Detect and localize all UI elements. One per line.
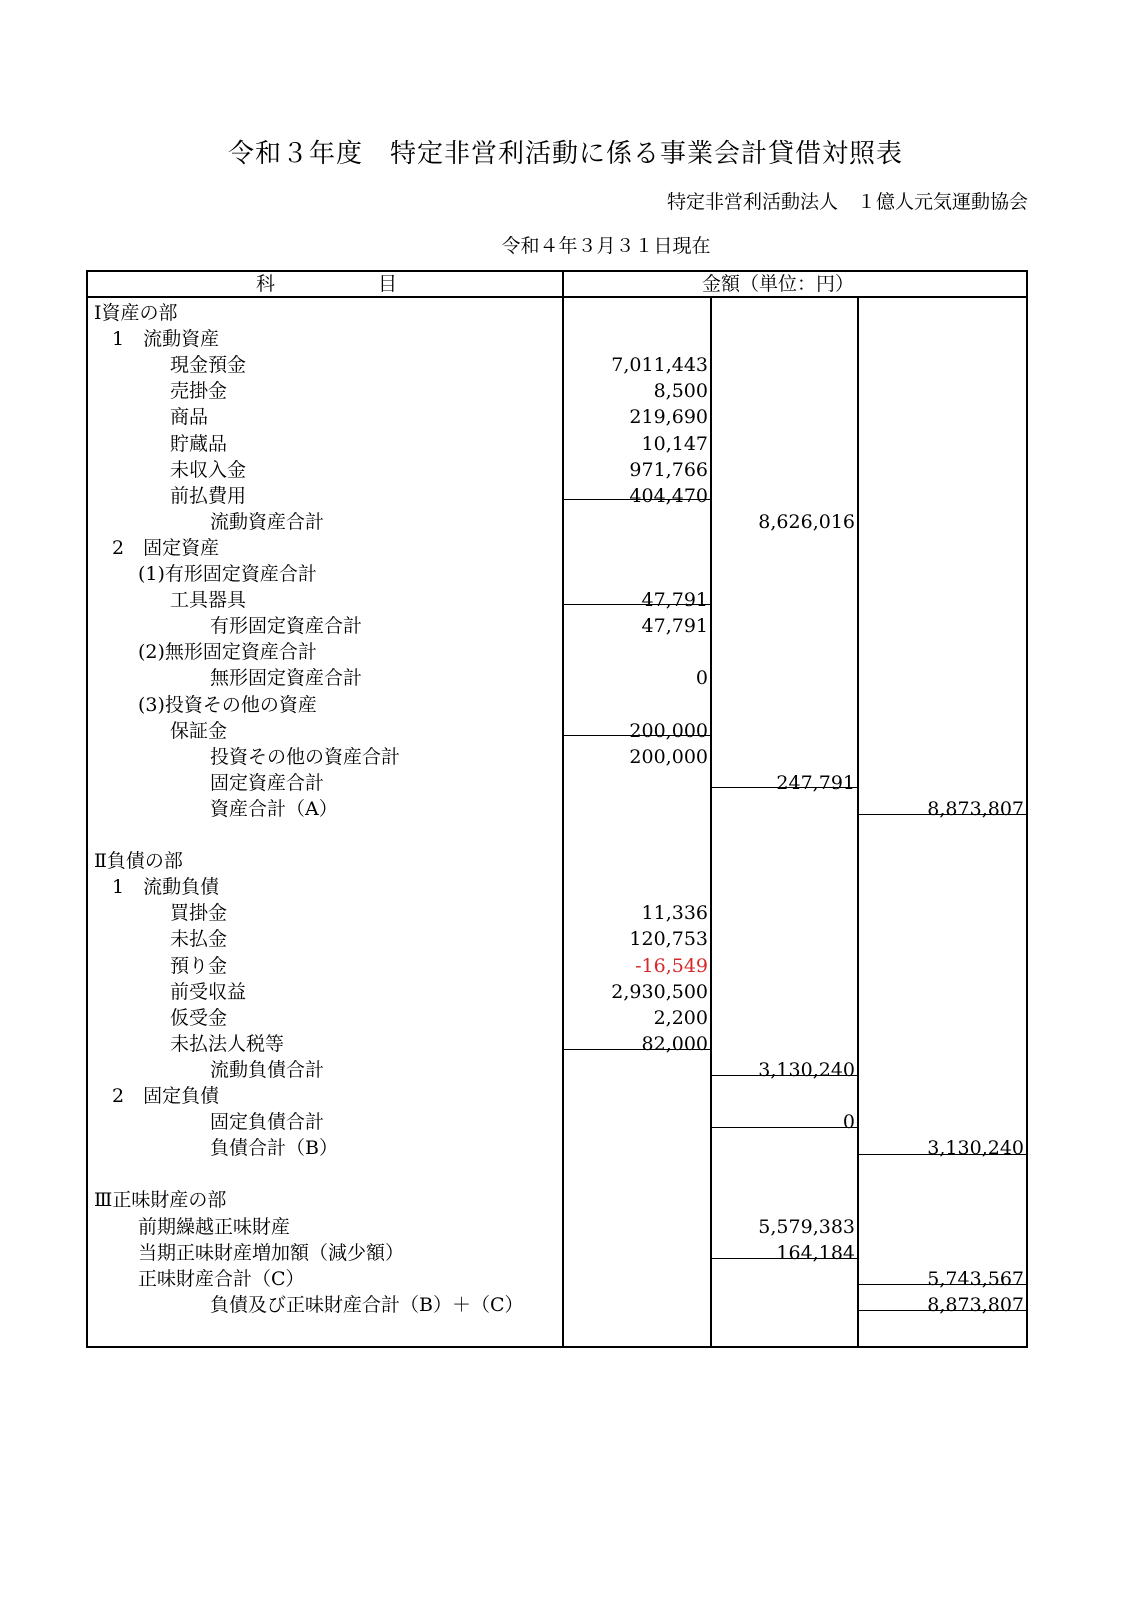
column-divider-3 — [857, 298, 859, 1346]
amount-c1: 10,147 — [641, 432, 708, 455]
row-label: 商品 — [170, 406, 209, 429]
amount-c1: 2,930,500 — [611, 980, 708, 1003]
row-label: 買掛金 — [170, 902, 228, 925]
row-label: 資産合計（A） — [210, 797, 338, 820]
amount-c1: 219,690 — [629, 406, 708, 429]
amount-c1: 404,470 — [629, 484, 708, 507]
row-label: 固定負債合計 — [210, 1111, 325, 1134]
as-of-date: 令和４年３月３１日現在 — [501, 235, 711, 257]
row-label: (1)有形固定資産合計 — [138, 563, 317, 585]
row-label: 前期繰越正味財産 — [138, 1215, 291, 1238]
amount-c1: 47,791 — [641, 589, 708, 612]
row-label: 流動資産合計 — [210, 510, 325, 533]
amount-c1: 120,753 — [629, 928, 708, 951]
amount-c3: 5,743,567 — [927, 1267, 1024, 1290]
row-label: 未収入金 — [170, 458, 247, 481]
header-amount: 金額（単位：円） — [702, 273, 855, 295]
row-label: 預り金 — [170, 954, 228, 977]
organization-name: 特定非営利活動法人 １億人元気運動協会 — [666, 191, 1028, 213]
row-label: (3)投資その他の資産 — [138, 693, 317, 716]
row-label: 保証金 — [170, 719, 228, 742]
row-label: 正味財産合計（C） — [138, 1267, 305, 1290]
row-label: 投資その他の資産合計 — [210, 745, 401, 768]
amount-c2: 3,130,240 — [758, 1058, 855, 1081]
amount-c3: 8,873,807 — [927, 1293, 1024, 1316]
row-label: 未払金 — [170, 928, 228, 951]
row-label: 流動負債合計 — [210, 1058, 325, 1081]
row-label: 2 固定負債 — [112, 1085, 220, 1107]
amount-c3: 3,130,240 — [927, 1137, 1024, 1160]
amount-c1: 0 — [695, 667, 708, 690]
header-subject-2: 目 — [378, 273, 398, 295]
amount-c1: 971,766 — [629, 458, 708, 481]
row-label: 負債及び正味財産合計（B）＋（C） — [210, 1293, 524, 1316]
row-label: 負債合計（B） — [210, 1137, 338, 1160]
table-header — [88, 272, 1026, 298]
row-label: 固定資産合計 — [210, 771, 325, 794]
balance-sheet-table — [86, 270, 1028, 1348]
row-label: 貯蔵品 — [170, 432, 228, 455]
row-label: (2)無形固定資産合計 — [138, 641, 317, 664]
row-label: Ⅰ資産の部 — [94, 302, 178, 324]
page-title: 令和３年度 特定非営利活動に係る事業会計貸借対照表 — [227, 139, 903, 169]
amount-c2: 247,791 — [776, 771, 855, 794]
amount-c1: 8,500 — [653, 380, 708, 403]
amount-c2: 164,184 — [776, 1241, 855, 1264]
row-label: 当期正味財産増加額（減少額） — [138, 1241, 405, 1264]
row-label: Ⅱ負債の部 — [94, 850, 183, 873]
row-label: 2 固定資産 — [112, 536, 220, 559]
amount-c1: 82,000 — [641, 1032, 708, 1055]
row-label: 1 流動負債 — [112, 876, 220, 899]
amount-c1: 200,000 — [629, 719, 708, 742]
amount-c1: 2,200 — [653, 1006, 708, 1029]
amount-c1: 7,011,443 — [611, 354, 708, 377]
amount-c1: 200,000 — [629, 745, 708, 768]
amount-c2: 0 — [842, 1111, 855, 1134]
row-label: 1 流動資産 — [112, 328, 220, 351]
amount-c1: 11,336 — [641, 902, 708, 925]
amount-c2: 8,626,016 — [758, 510, 855, 533]
amount-c1: 47,791 — [641, 615, 708, 638]
column-divider-2 — [710, 298, 712, 1346]
row-label: 未払法人税等 — [170, 1032, 285, 1055]
row-label: 工具器具 — [170, 589, 247, 612]
row-label: Ⅲ正味財産の部 — [94, 1189, 227, 1212]
row-label: 前受収益 — [170, 980, 247, 1003]
amount-c1: -16,549 — [635, 954, 708, 977]
row-label: 現金預金 — [170, 354, 247, 377]
amount-c2: 5,579,383 — [758, 1215, 855, 1238]
row-label: 売掛金 — [170, 380, 228, 403]
row-label: 前払費用 — [170, 484, 247, 507]
row-label: 無形固定資産合計 — [210, 667, 363, 690]
row-label: 仮受金 — [170, 1006, 228, 1029]
header-subject-1: 科 — [256, 273, 276, 295]
row-label: 有形固定資産合計 — [210, 615, 363, 638]
amount-c3: 8,873,807 — [927, 797, 1024, 820]
